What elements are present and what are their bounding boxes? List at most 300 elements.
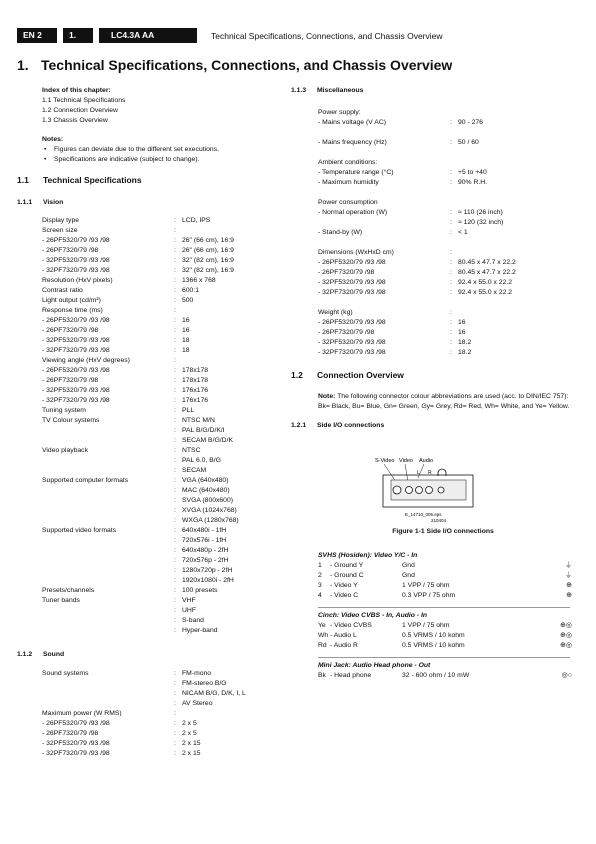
spec-value: NTSC M/N <box>182 417 215 424</box>
level: 0.5 VRMS / 10 kohm <box>402 632 465 639</box>
spec-colon: : <box>174 367 176 374</box>
spec-colon: : <box>174 387 176 394</box>
spec-label: Supported video formats <box>42 527 117 534</box>
spec-colon: : <box>174 527 176 534</box>
spec-label: Weight (kg) <box>318 309 353 316</box>
spec-label: Contrast ratio <box>42 287 83 294</box>
spec-colon: : <box>174 297 176 304</box>
connector-symbol-icon: ⊕ <box>566 592 572 599</box>
pin: 2 <box>318 572 322 579</box>
pin: Bk <box>318 672 326 679</box>
spec-value: 80.45 x 47.7 x 22.2 <box>458 259 516 266</box>
sound-spec-table <box>17 669 267 759</box>
connector-symbol-icon: ⏚ <box>565 572 572 579</box>
spec-value: MAC (640x480) <box>182 487 230 494</box>
spec-label <box>42 606 174 616</box>
svhs-table <box>318 561 581 601</box>
spec-value: AV Stereo <box>182 700 213 707</box>
connector-row <box>318 571 581 581</box>
spec-colon: : <box>450 289 452 296</box>
spec-colon <box>450 198 458 208</box>
spec-row <box>318 108 581 118</box>
spec-label <box>42 576 174 586</box>
spec-label <box>42 456 174 466</box>
spec-colon <box>450 128 458 138</box>
spec-value: 18.2 <box>458 339 472 346</box>
spec-label: Presets/channels <box>42 587 95 594</box>
figure-date: 210404 <box>431 518 447 523</box>
spec-row <box>42 336 267 346</box>
spec-label: Supported computer formats <box>42 477 129 484</box>
spec-value: 178x178 <box>182 367 209 374</box>
spec-colon: : <box>450 249 452 256</box>
spec-label: - 32PF5320/79 /93 /98 <box>318 279 386 286</box>
spec-colon: : <box>450 319 452 326</box>
spec-row <box>318 348 581 358</box>
header-model: LC4.3A AA <box>99 28 197 43</box>
spec-value: 18 <box>182 337 190 344</box>
connector-symbol-icon: ◎○ <box>561 672 572 679</box>
signal: - Audio L <box>330 632 357 639</box>
spec-row <box>318 288 581 298</box>
connector-row <box>318 561 581 571</box>
spec-label: - Mains voltage (V AC) <box>318 119 386 126</box>
spec-value: < 1 <box>458 229 468 236</box>
spec-label <box>42 426 174 436</box>
index-heading: Index of this chapter: <box>42 87 111 94</box>
spec-row <box>42 276 267 286</box>
spec-row <box>318 258 581 268</box>
spec-label: - 26PF5320/79 /93 /98 <box>42 237 110 244</box>
spec-label <box>42 566 174 576</box>
spec-colon: : <box>174 467 176 474</box>
spec-label: - 26PF7320/79 /98 <box>42 247 99 254</box>
connector-row <box>318 631 581 641</box>
connector-row <box>318 581 581 591</box>
spec-colon <box>450 108 458 118</box>
spec-colon: : <box>174 337 176 344</box>
spec-colon: : <box>174 740 176 747</box>
connector-symbol-icon: ⊕◎ <box>560 632 572 639</box>
spec-value: 32" (82 cm), 16:9 <box>182 257 234 264</box>
spec-value: 16 <box>182 327 190 334</box>
svhs-title: SVHS (Hosiden): Video Y/C - In <box>318 552 418 559</box>
spec-value: ≈ 120 (32 inch) <box>458 219 504 226</box>
spec-row <box>42 226 267 236</box>
spec-row <box>318 228 581 238</box>
spec-colon: : <box>174 567 176 574</box>
spec-value: 16 <box>182 317 190 324</box>
spec-value: VHF <box>182 597 196 604</box>
side-io-figure <box>291 437 581 527</box>
spec-row <box>42 739 267 749</box>
label-svideo: S-Video <box>375 458 395 464</box>
signal: - Video C <box>330 592 359 599</box>
spec-row <box>42 346 267 356</box>
spec-value: 2 x 5 <box>182 730 197 737</box>
spec-colon: : <box>174 417 176 424</box>
spec-colon: : <box>174 557 176 564</box>
section-1-1: 1.1 Technical Specifications <box>17 175 142 185</box>
spec-colon: : <box>174 217 176 224</box>
spec-row <box>318 338 581 348</box>
spec-row <box>42 506 267 516</box>
spec-label: - 32PF5320/79 /93 /98 <box>318 339 386 346</box>
spec-value: LCD, IPS <box>182 217 211 224</box>
spec-label <box>42 436 174 446</box>
spec-row <box>318 168 581 178</box>
spec-row <box>42 396 267 406</box>
spec-value: NICAM B/G, D/K, I, L <box>182 690 246 697</box>
spec-label: Viewing angle (HxV degrees) <box>42 357 130 364</box>
main-title-text: Technical Specifications, Connections, and Chassis Overview <box>41 57 453 73</box>
spec-row <box>318 198 581 208</box>
spec-label <box>318 188 450 198</box>
spec-row <box>42 406 267 416</box>
note-item: • Specifications are indicative (subject to change). <box>42 155 267 165</box>
spec-row <box>318 128 581 138</box>
spec-value: SECAM <box>182 467 207 474</box>
spec-colon: : <box>174 670 176 677</box>
spec-label: - Maximum humidity <box>318 179 379 186</box>
spec-row <box>42 749 267 759</box>
spec-value: 1920x1080i - 2fH <box>182 577 234 584</box>
spec-colon: : <box>174 397 176 404</box>
connector-row <box>318 591 581 601</box>
spec-label: - 26PF5320/79 /93 /98 <box>42 367 110 374</box>
notes-heading: Notes: <box>42 136 64 143</box>
spec-row <box>42 386 267 396</box>
spec-value: SECAM B/G/D/K <box>182 437 233 444</box>
spec-label <box>318 148 450 158</box>
spec-label: - 26PF7320/79 /98 <box>42 730 99 737</box>
spec-colon: : <box>174 730 176 737</box>
level: Gnd <box>402 562 415 569</box>
figure-caption: Figure 1-1 Side I/O connections <box>392 528 494 535</box>
spec-colon: : <box>450 269 452 276</box>
spec-label: - 32PF7320/79 /93 /98 <box>42 750 110 757</box>
main-title-number: 1. <box>17 57 29 73</box>
label-l: L <box>417 470 420 476</box>
spec-value: 2 x 15 <box>182 740 201 747</box>
spec-row <box>42 416 267 426</box>
spec-row <box>318 298 581 308</box>
spec-colon: : <box>174 577 176 584</box>
spec-label: Screen size <box>42 227 78 234</box>
spec-row <box>318 238 581 248</box>
spec-value: 500 <box>182 297 194 304</box>
spec-value: 178x178 <box>182 377 209 384</box>
spec-row <box>42 709 267 719</box>
spec-row <box>318 318 581 328</box>
spec-row <box>42 306 267 316</box>
spec-row <box>42 466 267 476</box>
spec-colon: : <box>174 307 176 314</box>
spec-colon: : <box>174 347 176 354</box>
spec-colon: : <box>174 437 176 444</box>
spec-row <box>42 719 267 729</box>
signal: - Ground C <box>330 572 364 579</box>
spec-value: NTSC <box>182 447 201 454</box>
signal: - Video Y <box>330 582 358 589</box>
spec-row <box>318 188 581 198</box>
spec-label: - Normal operation (W) <box>318 209 388 216</box>
svideo-socket <box>393 486 401 494</box>
spec-label <box>42 516 174 526</box>
spec-colon: : <box>450 169 452 176</box>
spec-row <box>318 328 581 338</box>
spec-label: - 26PF7320/79 /98 <box>42 377 99 384</box>
spec-row <box>42 486 267 496</box>
spec-label: - Temperature range (°C) <box>318 169 394 176</box>
spec-row <box>318 138 581 148</box>
spec-colon <box>450 148 458 158</box>
spec-label: - 32PF7320/79 /93 /98 <box>42 397 110 404</box>
spec-value: 18.2 <box>458 349 472 356</box>
spec-label: - 26PF7320/79 /98 <box>42 327 99 334</box>
spec-row <box>42 256 267 266</box>
spec-colon: : <box>450 329 452 336</box>
spec-colon: : <box>450 229 452 236</box>
connector-row <box>318 641 581 651</box>
spec-label: Maximum power (W RMS) <box>42 710 122 717</box>
spec-colon: : <box>174 627 176 634</box>
spec-value: SVGA (800x600) <box>182 497 234 504</box>
spec-row <box>42 326 267 336</box>
spec-value: 32" (82 cm), 16:9 <box>182 267 234 274</box>
connector-tables <box>291 551 581 681</box>
spec-value: PLL <box>182 407 195 414</box>
signal: - Head phone <box>330 672 372 679</box>
signal: - Video CVBS <box>330 622 372 629</box>
cinch-title: Cinch: Video CVBS - In, Audio - In <box>318 612 427 619</box>
spec-colon: : <box>174 507 176 514</box>
spec-label <box>42 556 174 566</box>
spec-colon: : <box>450 309 452 316</box>
index-item: 1.2 Connection Overview <box>42 107 118 114</box>
spec-value: 50 / 60 <box>458 139 479 146</box>
pin: 4 <box>318 592 322 599</box>
spec-colon: : <box>174 680 176 687</box>
right-column <box>291 86 581 681</box>
spec-label: - 32PF5320/79 /93 /98 <box>42 257 110 264</box>
spec-label: - 26PF5320/79 /93 /98 <box>42 720 110 727</box>
spec-value: FM-stereo B/G <box>182 680 227 687</box>
spec-value: 1280x720p - 2fH <box>182 567 233 574</box>
spec-label: - 26PF7320/79 /98 <box>318 269 375 276</box>
connector-row <box>318 671 581 681</box>
level: 1 VPP / 75 ohm <box>402 582 450 589</box>
headphone-socket <box>438 487 444 493</box>
spec-value: 18 <box>182 347 190 354</box>
spec-row <box>42 606 267 616</box>
connector-symbol-icon: ⊕◎ <box>560 642 572 649</box>
header-title: Technical Specifications, Connections, and Chassis Overview <box>211 30 443 41</box>
connection-note: Note: The following connector colour abbreviations are used (acc. to DIN/IEC 757): Bk= Black, Bu= Blue, Gn= Green, Gy= Grey, Rd= Red, Wh= White, and Ye= Yellow. <box>318 393 570 410</box>
spec-label <box>42 496 174 506</box>
notes-list <box>42 145 267 165</box>
spec-colon: : <box>450 179 452 186</box>
spec-value: 26" (66 cm), 16:9 <box>182 237 234 244</box>
spec-label <box>42 699 174 709</box>
spec-row <box>42 246 267 256</box>
spec-label: Light output (cd/m²) <box>42 297 101 304</box>
spec-colon: : <box>174 517 176 524</box>
spec-colon: : <box>450 279 452 286</box>
spec-label <box>42 689 174 699</box>
spec-colon: : <box>174 317 176 324</box>
spec-value: 92.4 x 55.0 x 22.2 <box>458 289 513 296</box>
spec-value: FM-mono <box>182 670 212 677</box>
spec-row <box>42 476 267 486</box>
spec-label <box>318 238 450 248</box>
spec-label: Display type <box>42 217 80 224</box>
spec-colon: : <box>174 700 176 707</box>
spec-colon: : <box>174 377 176 384</box>
label-r: R <box>428 470 432 476</box>
spec-value: VGA (640x480) <box>182 477 229 484</box>
signal: - Ground Y <box>330 562 364 569</box>
spec-colon: : <box>174 597 176 604</box>
spec-label <box>318 298 450 308</box>
spec-label <box>42 506 174 516</box>
connector-symbol-icon: ⏚ <box>565 562 572 569</box>
spec-value: S-band <box>182 617 204 624</box>
spec-value: 90% R.H. <box>458 179 488 186</box>
spec-colon: : <box>174 690 176 697</box>
spec-colon: : <box>450 209 452 216</box>
spec-colon: : <box>450 219 452 226</box>
spec-label: - 26PF5320/79 /93 /98 <box>42 317 110 324</box>
spec-colon: : <box>450 139 452 146</box>
pin: 1 <box>318 562 322 569</box>
spec-colon: : <box>174 277 176 284</box>
spec-row <box>42 216 267 226</box>
spec-value: 100 presets <box>182 587 218 594</box>
spec-colon: : <box>174 617 176 624</box>
spec-colon <box>450 298 458 308</box>
section-1-1-2: 1.1.2 Sound <box>17 651 65 658</box>
spec-label: Power consumption <box>318 199 378 206</box>
header-chapter: 1. <box>63 28 93 43</box>
spec-row <box>42 296 267 306</box>
spec-row <box>42 699 267 709</box>
spec-row <box>318 248 581 258</box>
spec-label: TV Colour systems <box>42 417 100 424</box>
spec-label: - Stand-by (W) <box>318 229 363 236</box>
spec-label: Response time (ms) <box>42 307 103 314</box>
spec-colon: : <box>174 587 176 594</box>
spec-value: +5 to +40 <box>458 169 487 176</box>
connector-row <box>318 621 581 631</box>
level: Gnd <box>402 572 415 579</box>
spec-label: - Mains frequency (Hz) <box>318 139 387 146</box>
spec-colon <box>450 238 458 248</box>
spec-label: - 26PF7320/79 /98 <box>318 329 375 336</box>
spec-row <box>42 446 267 456</box>
spec-colon: : <box>450 339 452 346</box>
spec-row <box>42 616 267 626</box>
spec-label: Tuner bands <box>42 597 80 604</box>
spec-row <box>318 308 581 318</box>
spec-colon: : <box>174 607 176 614</box>
spec-row <box>318 178 581 188</box>
minijack-title: Mini Jack: Audio Head phone - Out <box>318 662 431 669</box>
spec-label <box>42 616 174 626</box>
pin: Wh <box>318 632 329 639</box>
spec-label: Sound systems <box>42 670 89 677</box>
section-1-2-1: 1.2.1 Side I/O connections <box>291 422 385 429</box>
connector-symbol-icon: ⊕ <box>566 582 572 589</box>
spec-label: - 32PF7320/79 /93 /98 <box>318 349 386 356</box>
spec-value: PAL B/G/D/K/I <box>182 427 225 434</box>
spec-colon: : <box>174 710 176 717</box>
spec-colon: : <box>450 259 452 266</box>
spec-value: 16 <box>458 319 466 326</box>
spec-colon: : <box>174 267 176 274</box>
spec-colon: : <box>450 349 452 356</box>
spec-row <box>318 268 581 278</box>
spec-colon: : <box>174 497 176 504</box>
spec-label <box>318 128 450 138</box>
spec-colon: : <box>174 357 176 364</box>
spec-colon: : <box>174 407 176 414</box>
spec-row <box>42 626 267 636</box>
spec-label: Dimensions (WxHxD cm) <box>318 249 394 256</box>
spec-value: 92.4 x 55.0 x 22.2 <box>458 279 513 286</box>
spec-label: - 32PF7320/79 /93 /98 <box>318 289 386 296</box>
spec-colon <box>450 188 458 198</box>
header-lang: EN 2 <box>17 28 57 43</box>
spec-colon: : <box>174 547 176 554</box>
spec-label: Resolution (HxV pixels) <box>42 277 113 284</box>
spec-label <box>42 546 174 556</box>
spec-colon: : <box>174 257 176 264</box>
section-1-1-3: 1.1.3 Miscellaneous <box>291 87 364 94</box>
cinch-table <box>318 621 581 651</box>
audio-l-socket <box>416 487 423 494</box>
level: 1 VPP / 75 ohm <box>402 622 450 629</box>
spec-row <box>42 426 267 436</box>
spec-row <box>318 148 581 158</box>
spec-value: 176x176 <box>182 387 209 394</box>
pin: Rd <box>318 642 327 649</box>
pin: 3 <box>318 582 322 589</box>
index-item: 1.3 Chassis Overview <box>42 117 108 124</box>
spec-value: 720x576p - 2fH <box>182 557 229 564</box>
spec-row <box>42 516 267 526</box>
spec-row <box>318 208 581 218</box>
main-title <box>17 57 452 73</box>
spec-row <box>42 366 267 376</box>
spec-value: WXGA (1280x768) <box>182 517 239 524</box>
spec-value: 640x480i - 1fH <box>182 527 227 534</box>
audio-r-socket <box>426 487 433 494</box>
spec-value: 80.45 x 47.7 x 22.2 <box>458 269 516 276</box>
spec-row <box>42 556 267 566</box>
spec-label: Ambient conditions: <box>318 159 378 166</box>
note-item: • Figures can deviate due to the different set executions. <box>42 145 267 155</box>
left-column <box>17 86 267 759</box>
spec-value: 176x176 <box>182 397 209 404</box>
spec-row <box>42 316 267 326</box>
spec-row <box>42 376 267 386</box>
spec-colon: : <box>174 247 176 254</box>
label-video: Video <box>399 458 413 464</box>
spec-colon <box>450 158 458 168</box>
spec-row <box>318 158 581 168</box>
spec-value: 720x576i - 1fH <box>182 537 227 544</box>
